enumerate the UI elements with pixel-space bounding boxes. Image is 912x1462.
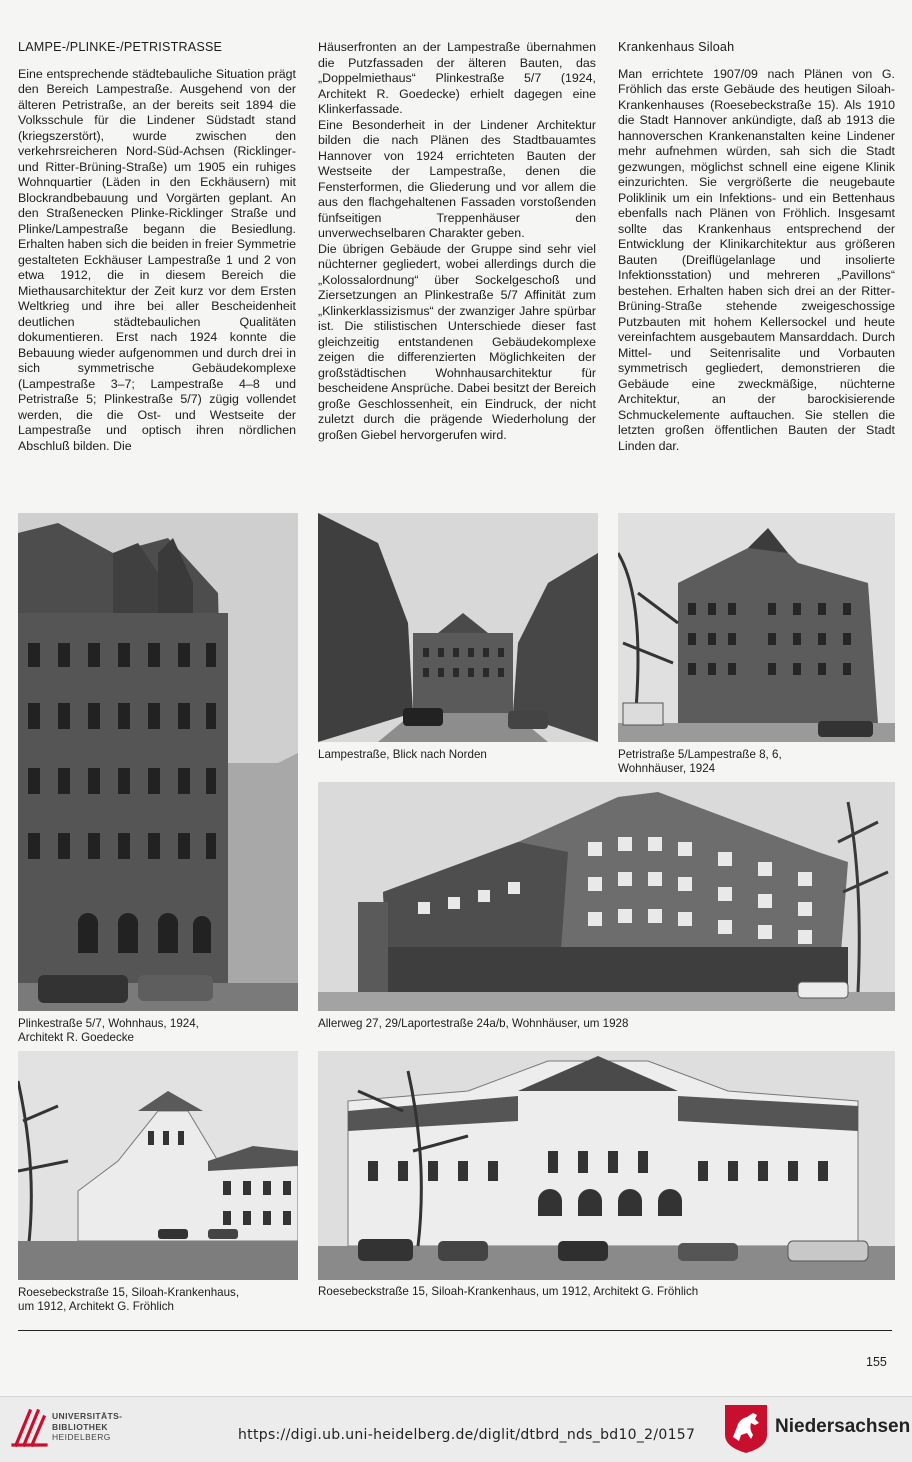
caption-siloah-large — [318, 1285, 698, 1299]
page-number: 155 — [866, 1355, 887, 1369]
body-paragraph: Eine entsprechende städtebauliche Situation prägt den Bereich Lampestraße. Ausgehend von der älteren Petristraße, an der bereits seit 1894 die Volksschule für die Lindener Südstadt stand (kriegszerstört), wurde zwischen den verkehrsreicheren Nord-Süd-Achsen (Ricklinger- und Ritter-Brüning-Straße) um 1905 ein ruhiges Wohnquartier (Läden in den Eckhäusern) mit Blockrandbebauung und Vorgärten geplant. An den Straßenecken Plinke-Ricklinger Straße und Plinke/Lampestraße begann die Besiedlung. Erhalten haben sich die beiden in freier Symmetrie gestalteten Eckhäuser Lampestraße 1 und 2 von etwa 1912, die in diesem Bereich die Miethausarchitektur der Zeit kurz vor dem Ersten Weltkrieg und ihre bei aller Bescheidenheit deutlichen städtebaulichen Qualitäten dokumentieren. Erst nach 1924 konnte die Bebauung wieder aufgenommen und durch drei in sich symmetrische Gebäudekomplexe (Lampestraße 3–7; Lampestraße 4–8 und Petristraße 5; Plinkestraße 5/7) zügig vollendet werden, die die Ost- und Westseite der Lampestraße und optisch ihren nördlichen Abschluß bilden. Die — [18, 66, 296, 453]
photo-siloah-small — [18, 1051, 298, 1280]
text-column-2 — [318, 40, 596, 443]
library-name-line: HEIDELBERG — [52, 1432, 111, 1442]
caption-line: Allerweg 27, 29/Laportestraße 24a/b, Wohnhäuser, um 1928 — [318, 1017, 629, 1030]
caption-line: Roesebeckstraße 15, Siloah-Krankenhaus, um 1912, Architekt G. Fröhlich — [318, 1285, 699, 1298]
university-library-name[interactable] — [52, 1411, 122, 1443]
viewer-footer — [0, 1396, 912, 1462]
caption-line: Wohnhäuser, 1924 — [618, 762, 716, 775]
caption-plinkestrasse — [18, 1017, 199, 1045]
caption-allerweg — [318, 1017, 628, 1031]
photo-plinkestrasse — [18, 513, 298, 1011]
section-heading-krankenhaus: Krankenhaus Siloah — [618, 40, 735, 54]
document-url-link[interactable]: https://digi.ub.uni-heidelberg.de/diglit/dtbrd_nds_bd10_2/0157 — [238, 1427, 696, 1443]
caption-line: Lampestraße, Blick nach Norden — [318, 748, 487, 761]
caption-line: Roesebeckstraße 15, Siloah-Krankenhaus, — [18, 1286, 240, 1299]
photo-allerweg — [318, 782, 895, 1011]
body-paragraph: Eine Besonderheit in der Lindener Architektur bilden die nach Plänen des Stadtbauamtes Hannover von 1924 errichteten Bauten der Westseite der Lampestraße, denen die Fensterformen, die Gliederung und vor allem die aus den flachgehaltenen Fassaden vorstoßenden fünfseitigen Treppenhäuser den unverwechselbaren Charakter geben. — [318, 117, 596, 240]
caption-line: um 1912, Architekt G. Fröhlich — [18, 1300, 174, 1313]
lower-saxony-name[interactable]: Niedersachsen — [775, 1416, 911, 1437]
photo-petristrasse — [618, 513, 895, 742]
caption-siloah-small — [18, 1286, 239, 1314]
bottom-rule — [18, 1330, 892, 1331]
body-paragraph: Man errichtete 1907/09 nach Plänen von G. Fröhlich das erste Gebäude des heutigen Siloah-Krankenhauses (Roesebeckstraße 15). Als 1910 die Stadt Hannover ankündigte, daß ab 1913 die hannoverschen Krankenanstalten keine Lindener mehr aufnehmen würden, sah sich die Stadt gezwungen, möglichst schnell eine eigene Klinik einzurichten. Sie vergrößerte die neugebaute Poliklinik um ein Infektions- und ein Bettenhaus ebenfalls nach Plänen von Fröhlich. Insgesamt sollte das Krankenhaus entsprechend der Entwicklung der Klinikarchitektur aus größeren Bauten (Dreiflügelanlage und insolierte Infektionsstation) und mehreren „Pavillons“ bestehen. Erhalten haben sich drei an der Ritter-Brüning-Straße stehende zweigeschossige Putzbauten mit hohem Kellersockel und heute vereinfachtem ausgebautem Mansarddach. Durch Mittel- und Seitenrisalite und Vorbauten symmetrisch gegliedert, demonstrieren die Gebäude eine zweckmäßige, nüchterne Architektur, an der barockisierende Schmuckelemente auftauchen. Sie stellen die letzten großen öffentlichen Bauten der Stadt Linden dar. — [618, 66, 895, 453]
caption-line: Architekt R. Goedecke — [18, 1031, 134, 1044]
photo-siloah-large — [318, 1051, 895, 1280]
photo-lampestrasse-north — [318, 513, 598, 742]
body-paragraph: Häuserfronten an der Lampestraße übernahmen die Putzfassaden der älteren Bauten, das „Doppelmiethaus“ Plinkestraße 5/7 (1924, Architekt R. Goedecke) erhielt dagegen eine Klinkerfassade. — [318, 40, 596, 116]
caption-line: Petristraße 5/Lampestraße 8, 6, — [618, 748, 782, 761]
caption-lampestrasse — [318, 748, 487, 762]
body-paragraph: Die übrigen Gebäude der Gruppe sind sehr viel nüchterner gegliedert, wobei allerdings durch die „Kolossalordnung“ über Sockelgeschoß und Ziersetzungen an Plinkestraße 5/7 Affinität zum „Klinkerklassizismus“ der zwanziger Jahre spürbar ist. Die stilistischen Unterschiede dieser fast gleichzeitig entstandenen Gebäudekomplexe zeigen die differenzierten Möglichkeiten der großstädtischen Wohnhausarchitektur für bescheidene Ansprüche. Dabei besitzt der Bereich große Geschlossenheit, ein Eindruck, der nicht zuletzt durch die prägende Wiederholung der großen Giebel hervorgerufen wird. — [318, 241, 596, 442]
text-column-1 — [18, 40, 296, 454]
lower-saxony-horse-logo-icon[interactable] — [725, 1405, 767, 1453]
caption-line: Plinkestraße 5/7, Wohnhaus, 1924, — [18, 1017, 199, 1030]
text-column-3 — [618, 40, 895, 454]
caption-petristrasse — [618, 748, 782, 776]
library-name-line: UNIVERSITÄTS- — [52, 1411, 123, 1421]
university-library-logo-icon[interactable] — [10, 1405, 50, 1451]
section-heading-lampestrasse: LAMPE-/PLINKE-/PETRISTRASSE — [18, 40, 223, 54]
library-name-line: BIBLIOTHEK — [52, 1421, 108, 1432]
